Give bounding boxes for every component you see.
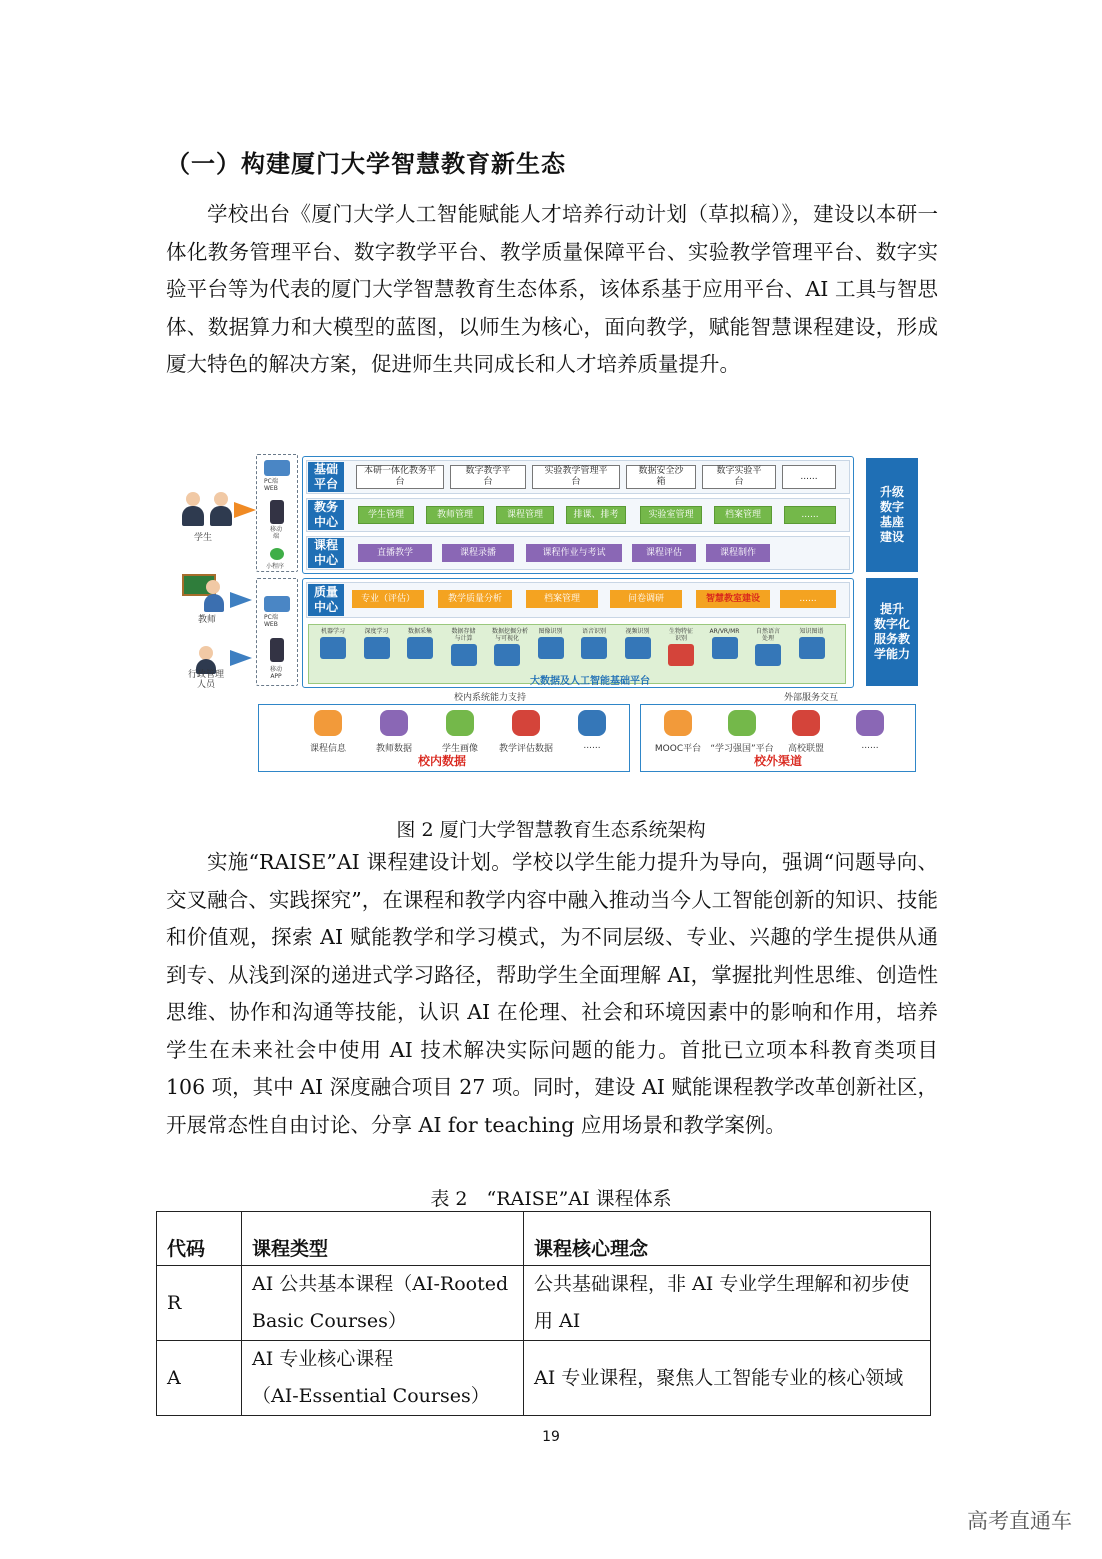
ai-capability-icon: [668, 644, 694, 666]
section-heading: （一）构建厦门大学智慧教育新生态: [166, 150, 566, 178]
outer-data-item: [642, 710, 714, 754]
table-row: [157, 1266, 931, 1341]
ai-capability-item: [492, 628, 529, 666]
ai-capability-item: [405, 628, 435, 659]
student-label: 学生: [194, 533, 213, 543]
mobile-label-top: 移动 端: [270, 526, 283, 540]
outer-data-item: [770, 710, 842, 754]
academic-cell: 学生管理: [358, 506, 414, 524]
row-label-course: 课程 中心: [308, 538, 344, 568]
outer-data-label: 高校联盟: [787, 744, 824, 754]
raise-course-table: [156, 1211, 931, 1416]
admin-arrow: [230, 650, 252, 666]
quality-cell: 档案管理: [526, 590, 598, 608]
inner-data-label: 学生画像: [441, 744, 478, 754]
admin-label: 行政管理 人员: [188, 670, 225, 690]
row-concept: [524, 1341, 931, 1416]
ai-capability-item: [753, 628, 783, 666]
row-label-academic: 教务 中心: [308, 500, 344, 530]
academic-cell: 排课、排考: [566, 506, 626, 524]
mini-label: 小程序: [266, 563, 285, 570]
platform-cell: 实验教学管理平 台: [532, 465, 620, 489]
ai-capability-icon: [625, 637, 651, 659]
row-concept: [524, 1266, 931, 1341]
link-outer-label: 外部服务交互: [784, 693, 839, 703]
outer-data-icon: [792, 710, 820, 736]
ai-capability-item: [362, 628, 392, 659]
academic-cell: 教师管理: [426, 506, 484, 524]
pc-label-bottom: PC端 WEB: [264, 614, 278, 628]
app-icon: [270, 638, 284, 662]
figure-caption: 图 2 厦门大学智慧教育生态系统架构: [396, 819, 706, 841]
ai-capability-icon: [712, 637, 738, 659]
inner-data-label: 课程信息: [309, 744, 346, 754]
teacher-arrow: [230, 592, 252, 608]
student-figure: [180, 490, 238, 526]
outer-data-icon: [856, 710, 884, 736]
ai-capability-label: 数据采集: [407, 628, 432, 635]
academic-cell: 档案管理: [714, 506, 772, 524]
course-cell: 课程制作: [706, 544, 770, 562]
side-box-service: 提升 数字化 服务教 学能力: [866, 578, 918, 686]
pc-label-top: PC端 WEB: [264, 478, 278, 492]
ai-capability-item: [318, 628, 348, 659]
app-label: 移动 APP: [270, 666, 283, 680]
ai-capability-item: [666, 628, 696, 666]
course-cell: 课程评估: [632, 544, 696, 562]
concept-line: AI 专业课程，聚焦人工智能专业的核心领域: [534, 1366, 904, 1389]
ai-capability-label: AR/VR/MR: [709, 628, 740, 635]
ai-capability-icon: [755, 644, 781, 666]
ai-capability-item: [536, 628, 566, 659]
inner-data-item: [292, 710, 364, 754]
inner-data-icon: [446, 710, 474, 736]
architecture-diagram: [174, 452, 922, 778]
ai-capability-label: 视频识别: [625, 628, 650, 635]
table-header-row: [157, 1212, 931, 1266]
teacher-label: 教师: [198, 615, 217, 625]
pc-icon: [264, 460, 290, 476]
quality-cell-highlight: 智慧教室建设: [696, 590, 770, 608]
outer-data-item: [706, 710, 778, 754]
row-code: A: [157, 1341, 242, 1416]
outer-data-label: MOOC平台: [654, 744, 702, 754]
outer-data-label: ......: [861, 741, 879, 751]
outer-data-title: 校外渠道: [754, 754, 803, 768]
mobile-icon: [270, 500, 284, 524]
type-line: AI 专业核心课程: [252, 1348, 394, 1370]
watermark-text: 高考直通车: [967, 1509, 1072, 1533]
course-cell: 直播教学: [358, 544, 432, 562]
ai-capability-label: 数据存储 与计算: [451, 628, 476, 642]
pc-icon-bottom: [264, 596, 290, 612]
ai-capability-item: [449, 628, 479, 666]
ai-capability-label: 图像识别: [538, 628, 563, 635]
ai-capability-label: 语音识别: [581, 628, 606, 635]
inner-data-label: 教学评估数据: [498, 744, 553, 754]
table-caption: 表 2 “RAISE”AI 课程体系: [430, 1188, 672, 1210]
academic-cell: 实验室管理: [640, 506, 702, 524]
ai-capability-icon: [320, 637, 346, 659]
row-type: [242, 1266, 524, 1341]
type-line: （AI-Essential Courses）: [252, 1385, 490, 1407]
teacher-figure: [182, 570, 232, 612]
row-label-foundation: 基础 平台: [308, 462, 344, 492]
quality-cell: 专业（评估）: [352, 590, 424, 608]
paragraph-ecosystem: 学校出台《厦门大学人工智能赋能人才培养行动计划（草拟稿）》，建设以本研一体化教务管理平台、数字教学平台、教学质量保障平台、实验教学管理平台、数字实验平台等为代表的厦门大学智慧教育生态体系，该体系基于应用平台、AI 工具与智思体、数据算力和大模型的蓝图，以师生为核心，面向教学，赋能智慧课程建设，形成厦大特色的解决方案，促进师生共同成长和人才培养质量提升。: [166, 202, 938, 376]
row-type: [242, 1341, 524, 1416]
ai-base-label: 大数据及人工智能基础平台: [530, 676, 650, 687]
platform-cell: 数字教学平 台: [450, 465, 526, 489]
ai-capability-icon: [538, 637, 564, 659]
outer-data-item: [834, 710, 906, 751]
ai-capability-icon: [364, 637, 390, 659]
inner-data-icon: [380, 710, 408, 736]
student-arrow: [234, 502, 256, 518]
ai-capability-label: 深度学习: [364, 628, 389, 635]
inner-data-item: [556, 710, 628, 751]
ai-capability-icon: [494, 644, 520, 666]
miniprogram-icon: [270, 548, 284, 560]
platform-cell: 数据安全沙 箱: [626, 465, 696, 489]
ai-capability-label: 生物特征 识别: [668, 628, 693, 642]
concept-line: 公共基础课程，非 AI 专业学生理解和初步使: [534, 1273, 910, 1295]
ai-capability-item: [710, 628, 740, 659]
academic-cell: 课程管理: [496, 506, 554, 524]
type-line: AI 公共基本课程（AI-Rooted: [252, 1273, 509, 1295]
outer-data-icon: [664, 710, 692, 736]
type-line: Basic Courses）: [252, 1310, 407, 1332]
header-concept: 课程核心理念: [524, 1212, 931, 1266]
row-code: R: [157, 1266, 242, 1341]
ai-capability-label: 数据挖掘分析 与可视化: [492, 628, 529, 642]
ai-capability-item: [797, 628, 827, 659]
quality-cell: 问卷调研: [610, 590, 682, 608]
header-code: 代码: [157, 1212, 242, 1266]
inner-data-icon: [512, 710, 540, 736]
ai-capability-icon: [799, 637, 825, 659]
platform-cell: ......: [782, 465, 836, 489]
row-label-quality: 质量 中心: [308, 584, 344, 616]
ai-capability-icon: [407, 637, 433, 659]
quality-cell: ......: [780, 590, 836, 608]
ai-capability-label: 机器学习: [320, 628, 345, 635]
inner-data-item: [490, 710, 562, 754]
paragraph-raise: 实施“RAISE”AI 课程建设计划。学校以学生能力提升为导向，强调“问题导向、交叉融合、实践探究”，在课程和教学内容中融入推动当今人工智能创新的知识、技能和价值观，探索 AI 赋能教学和学习模式，为不同层级、专业、兴趣的学生提供从通到专、从浅到深的递进式学习路径，帮助学生全面理解 AI，掌握批判性思维、创造性思维、协作和沟通等技能，认识 AI 在伦理、社会和环境因素中的影响和作用，培养学生在未来社会中使用 AI 技术解决实际问题的能力。首批已立项本科教育类项目 106 项，其中 AI 深度融合项目 27 项。同时，建设 AI 赋能课程教学改革创新社区，开展常态性自由讨论、分享 AI for teaching 应用场景和教学案例。: [166, 850, 938, 1137]
ai-capability-icon: [451, 644, 477, 666]
inner-data-icon: [578, 710, 606, 736]
inner-data-label: 教师数据: [375, 744, 412, 754]
platform-cell: 本研一体化教务平 台: [356, 465, 444, 489]
header-type: 课程类型: [242, 1212, 524, 1266]
course-cell: 课程录播: [442, 544, 514, 562]
outer-data-label: “学习强国”平台: [710, 744, 774, 754]
link-inner-label: 校内系统能力支持: [454, 693, 527, 703]
side-box-upgrade: 升级 数字 基座 建设: [866, 458, 918, 572]
quality-cell: 教学质量分析: [438, 590, 512, 608]
inner-data-item: [358, 710, 430, 754]
ai-capability-label: 自然语言 处理: [755, 628, 780, 642]
course-cell: 课程作业与考试: [526, 544, 622, 562]
ai-capability-item: [623, 628, 653, 659]
academic-cell: ......: [784, 506, 836, 524]
page-number: 19: [542, 1429, 560, 1445]
inner-data-label: ......: [583, 741, 601, 751]
inner-data-item: [424, 710, 496, 754]
ai-capability-item: [579, 628, 609, 659]
concept-line: 用 AI: [534, 1310, 581, 1332]
table-row: [157, 1341, 931, 1416]
outer-data-icon: [728, 710, 756, 736]
ai-capability-icon: [581, 637, 607, 659]
ai-capability-label: 知识图谱: [799, 628, 824, 635]
inner-data-title: 校内数据: [418, 754, 467, 768]
platform-cell: 数字实验平 台: [702, 465, 776, 489]
inner-data-icon: [314, 710, 342, 736]
